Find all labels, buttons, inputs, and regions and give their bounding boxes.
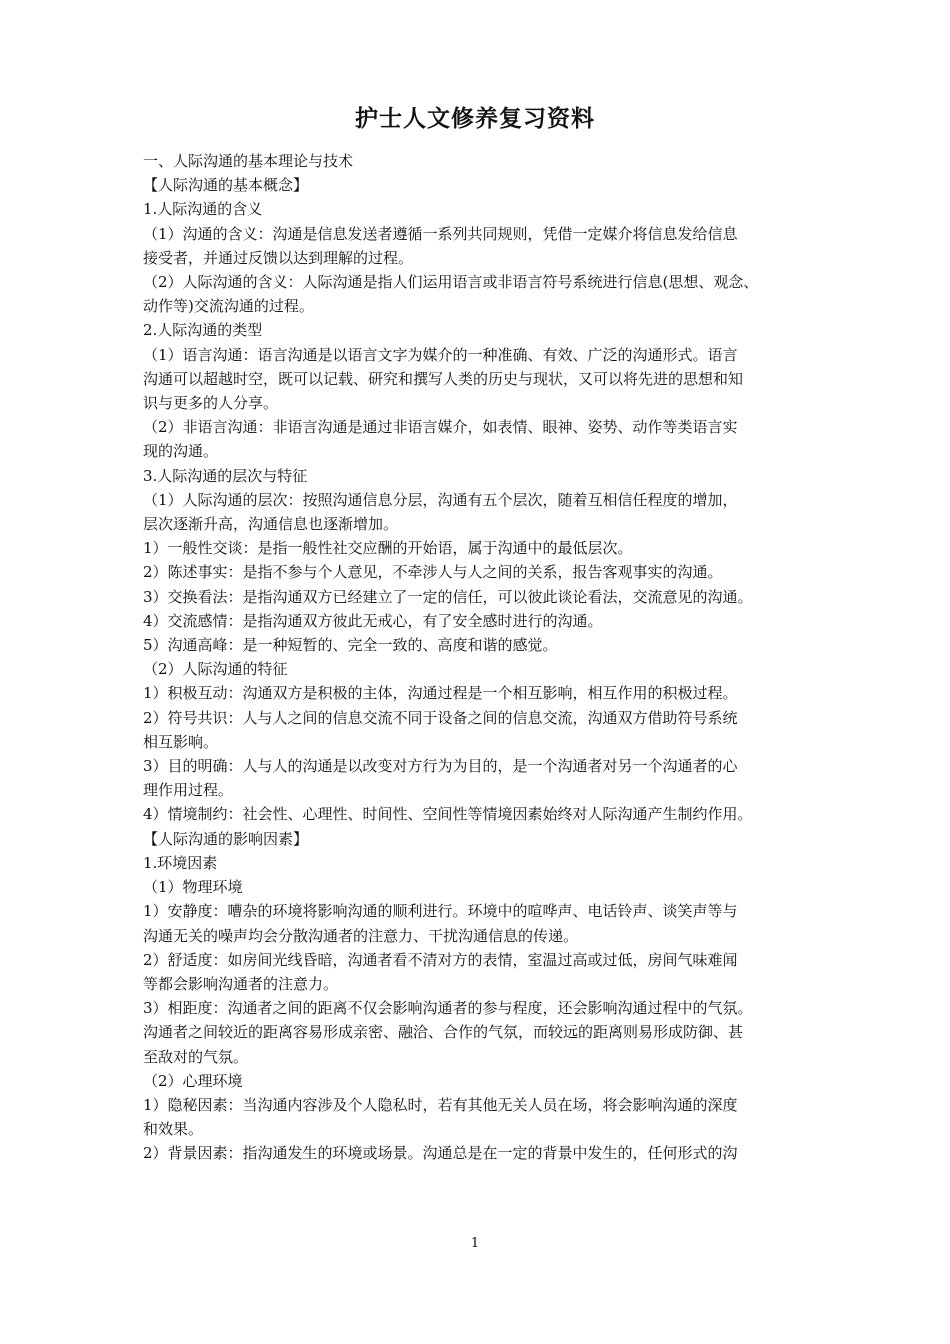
text-line: 现的沟通。 xyxy=(143,442,219,461)
text-line: 1.环境因素 xyxy=(143,853,218,872)
text-line: 【人际沟通的基本概念】 xyxy=(143,176,309,195)
text-line: （2）非语言沟通：非语言沟通是通过非语言媒介，如表情、眼神、姿势、动作等类语言实 xyxy=(143,418,738,437)
text-line: 等都会影响沟通者的注意力。 xyxy=(143,974,339,993)
document-body xyxy=(143,149,818,1166)
text-line: 3.人际沟通的层次与特征 xyxy=(143,466,308,485)
text-line: 2）陈述事实：是指不参与个人意见，不牵涉人与人之间的关系，报告客观事实的沟通。 xyxy=(143,563,723,582)
text-line: 【人际沟通的影响因素】 xyxy=(143,829,309,848)
text-line: 相互影响。 xyxy=(143,732,219,751)
text-line: （1）物理环境 xyxy=(143,878,243,897)
text-line: 识与更多的人分享。 xyxy=(143,394,279,413)
text-line: 接受者，并通过反馈以达到理解的过程。 xyxy=(143,248,414,267)
text-line: 2）舒适度：如房间光线昏暗，沟通者看不清对方的表情，室温过高或过低，房间气味难闻 xyxy=(143,950,738,969)
text-line: 1）一般性交谈：是指一般性社交应酬的开始语，属于沟通中的最低层次。 xyxy=(143,539,633,558)
text-line: 2.人际沟通的类型 xyxy=(143,321,263,340)
text-line: 5）沟通高峰：是一种短暂的、完全一致的、高度和谐的感觉。 xyxy=(143,636,558,655)
text-line: 1）安静度：嘈杂的环境将影响沟通的顺利进行。环境中的喧哗声、电话铃声、谈笑声等与 xyxy=(143,902,738,921)
text-line: 层次逐渐升高，沟通信息也逐渐增加。 xyxy=(143,515,399,534)
text-line: 4）交流感情：是指沟通双方彼此无戒心，有了安全感时进行的沟通。 xyxy=(143,611,603,630)
text-line: 沟通者之间较近的距离容易形成亲密、融洽、合作的气氛，而较远的距离则易形成防御、甚 xyxy=(143,1023,744,1042)
text-line: 1）隐秘因素：当沟通内容涉及个人隐私时，若有其他无关人员在场，将会影响沟通的深度 xyxy=(143,1095,738,1114)
text-line: （2）心理环境 xyxy=(143,1071,243,1090)
page-number: 1 xyxy=(470,1236,480,1251)
text-line: 4）情境制约：社会性、心理性、时间性、空间性等情境因素始终对人际沟通产生制约作用。 xyxy=(143,805,753,824)
text-line: （2）人际沟通的特征 xyxy=(143,660,288,679)
text-line: 3）相距度：沟通者之间的距离不仅会影响沟通者的参与程度，还会影响沟通过程中的气氛。 xyxy=(143,999,753,1018)
text-line: 2）符号共识：人与人之间的信息交流不同于设备之间的信息交流，沟通双方借助符号系统 xyxy=(143,708,738,727)
text-line: 理作用过程。 xyxy=(143,781,234,800)
text-line: 3）目的明确：人与人的沟通是以改变对方行为为目的，是一个沟通者对另一个沟通者的心 xyxy=(143,757,738,776)
text-line: 沟通无关的噪声均会分散沟通者的注意力、干扰沟通信息的传递。 xyxy=(143,926,579,945)
text-line: 3）交换看法：是指沟通双方已经建立了一定的信任，可以彼此谈论看法，交流意见的沟通。 xyxy=(143,587,753,606)
document-title: 护士人文修养复习资料 xyxy=(355,106,595,132)
text-line: （1）沟通的含义：沟通是信息发送者遵循一系列共同规则，凭借一定媒介将信息发给信息 xyxy=(143,224,738,243)
text-line: 沟通可以超越时空，既可以记载、研究和撰写人类的历史与现状，又可以将先进的思想和知 xyxy=(143,369,744,388)
text-line: （2）人际沟通的含义：人际沟通是指人们运用语言或非语言符号系统进行信息(思想、观念、 xyxy=(143,273,759,292)
text-line: 1）积极互动：沟通双方是积极的主体，沟通过程是一个相互影响，相互作用的积极过程。 xyxy=(143,684,738,703)
text-line: 和效果。 xyxy=(143,1120,204,1139)
text-line: （1）人际沟通的层次：按照沟通信息分层，沟通有五个层次，随着互相信任程度的增加， xyxy=(143,490,738,509)
text-line: 至敌对的气氛。 xyxy=(143,1047,249,1066)
text-line: 2）背景因素：指沟通发生的环境或场景。沟通总是在一定的背景中发生的，任何形式的沟 xyxy=(143,1144,738,1163)
text-line: 1.人际沟通的含义 xyxy=(143,200,263,219)
text-line: （1）语言沟通：语言沟通是以语言文字为媒介的一种准确、有效、广泛的沟通形式。语言 xyxy=(143,345,738,364)
text-line: 一、人际沟通的基本理论与技术 xyxy=(143,152,354,170)
text-line: 动作等)交流沟通的过程。 xyxy=(143,297,314,316)
